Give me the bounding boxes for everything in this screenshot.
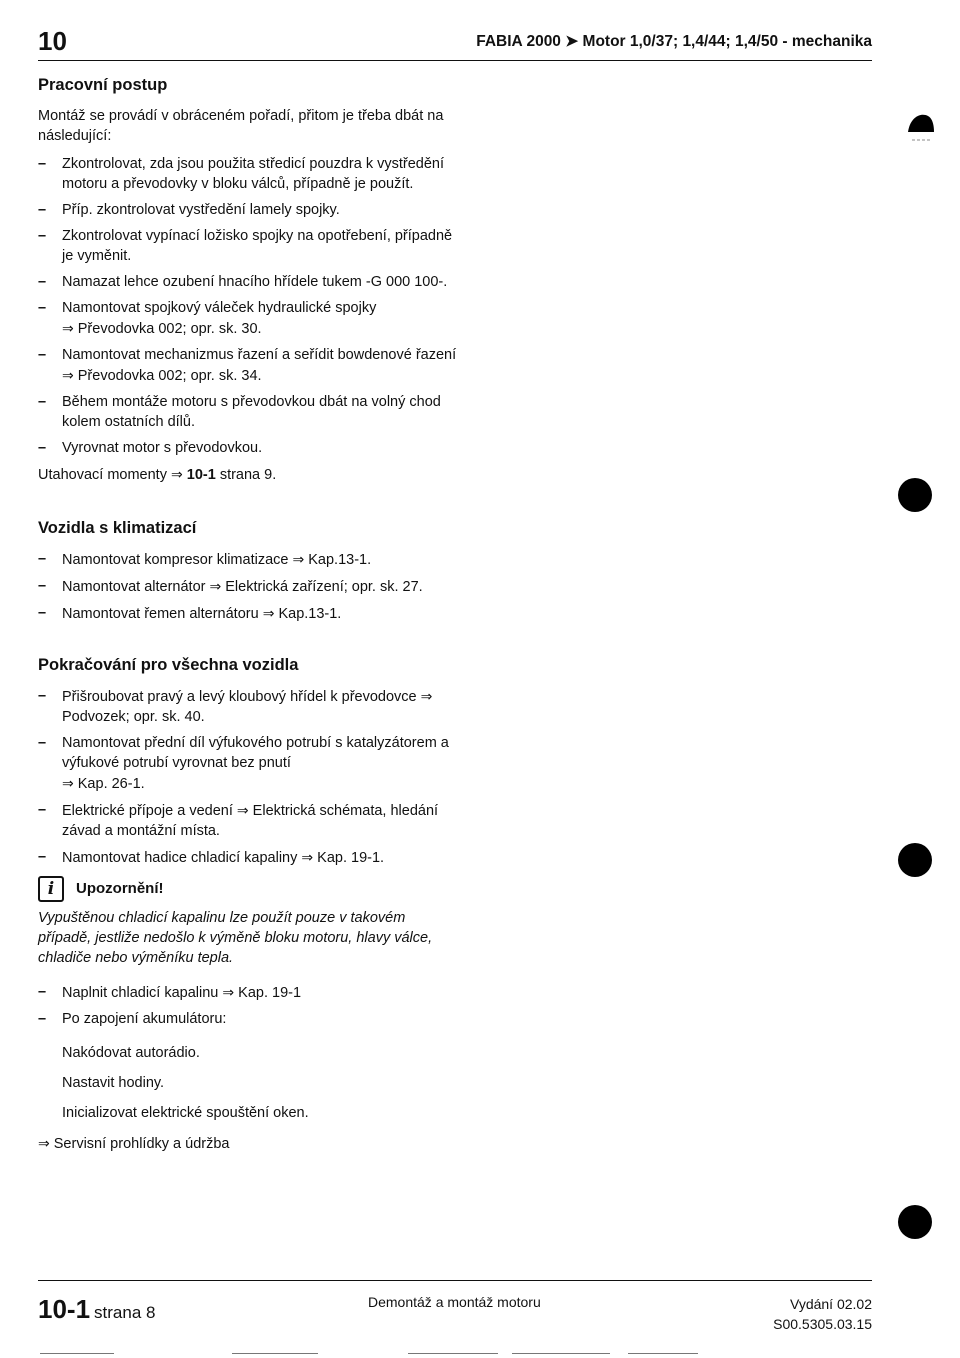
arrow-icon: ⇒ [222,984,235,1000]
list-item: – Vyrovnat motor s převodovkou. [38,438,458,458]
cross-reference: Kap.13-1. [278,606,342,622]
arrow-icon: ⇒ [236,802,249,818]
header-title: FABIA 2000 ➤ Motor 1,0/37; 1,4/44; 1,4/50 - mechanika [476,33,872,50]
cross-reference: Kap.13-1. [308,552,372,568]
list-item: – Namontovat kompresor klimatizace ⇒ Kap.13-1. [38,549,458,570]
ac-list [38,549,458,624]
list-item: – Namazat lehce ozubení hnacího hřídele tukem -G 000 100-. [38,272,458,292]
note-header [38,876,458,902]
list-item: – Přišroubovat pravý a levý kloubový hřídel k převodovce ⇒ Podvozek; opr. sk. 40. [38,686,458,727]
corner-mark-icon [906,110,936,142]
cross-reference: Elektrická schémata, hledání závad a montážní místa. [62,803,439,839]
margin-dot-1 [898,478,932,512]
arrow-icon: ⇒ [301,849,314,865]
list-item: – Namontovat alternátor ⇒ Elektrická zařízení; opr. sk. 27. [38,576,458,597]
arrow-icon: ⇒ [209,578,222,594]
margin-dot-3 [898,1205,932,1239]
info-icon: i [38,876,64,902]
cross-reference: Převodovka 002; opr. sk. 34. [77,368,262,384]
scan-dash [232,1353,318,1354]
header-rule [38,60,872,61]
cross-reference: Kap. 19-1. [317,850,385,866]
arrow-icon: ⇒ [292,551,305,567]
scan-dash [628,1353,698,1354]
note-title: Upozornění! [76,880,164,897]
arrow-icon: ⇒ [38,1135,50,1151]
arrow-icon: ⇒ [62,320,74,336]
note-text: Vypuštěnou chladicí kapalinu lze použít pouze v takovém případě, jestliže nedošlo k výměně bloku motoru, hlavy válce, chladiče nebo výměníku tepla. [38,910,433,966]
list-item: – Namontovat spojkový váleček hydraulické spojky ⇒ Převodovka 002; opr. sk. 30. [38,298,458,339]
arrow-icon: ⇒ [262,605,275,621]
list-item: – Namontovat přední díl výfukového potrubí s katalyzátorem a výfukové potrubí vyrovnat bez pnutí ⇒ Kap. 26-1. [38,733,458,794]
arrow-icon: ⇒ [170,466,183,482]
list-item: – Namontovat hadice chladicí kapaliny ⇒ Kap. 19-1. [38,847,458,868]
footer-edition: Vydání 02.02 S00.5305.03.15 [773,1296,872,1332]
list-item: – Namontovat mechanizmus řazení a seřídit bowdenové řazení ⇒ Převodovka 002; opr. sk. 34. [38,345,458,386]
scan-dash [512,1353,610,1354]
sub-step: Nastavit hodiny. [62,1075,165,1091]
cross-reference: Kap. 19-1 [238,985,302,1001]
intro-text: Montáž se provádí v obráceném pořadí, přitom je třeba dbát na následující: [38,108,444,144]
section-title-work-procedure: Pracovní postup [38,76,168,94]
main-content [38,74,458,1162]
arrow-icon: ⇒ [420,688,433,704]
footer-page-number: 10-1 strana 8 [38,1294,156,1324]
scan-dash [40,1353,114,1354]
cross-reference: Elektrická zařízení; opr. sk. 27. [225,579,423,595]
list-item: – Po zapojení akumulátoru: [38,1009,458,1029]
list-item: – Během montáže motoru s převodovkou dbát na volný chod kolem ostatních dílů. [38,392,458,432]
list-item: – Namontovat řemen alternátoru ⇒ Kap.13-1. [38,603,458,624]
footer-chapter: Demontáž a montáž motoru [368,1294,541,1310]
page-number: 10 [38,26,67,56]
margin-dot-2 [898,843,932,877]
list-item: – Zkontrolovat, zda jsou použita středicí pouzdra k vystředění motoru a převodovky v bloku válců, případně je použít. [38,154,458,194]
cross-reference: Podvozek; opr. sk. 40. [62,709,205,725]
list-item: – Naplnit chladicí kapalinu ⇒ Kap. 19-1 [38,982,458,1003]
all-vehicles-list [38,686,458,868]
arrow-icon: ⇒ [62,775,74,791]
list-item: – Příp. zkontrolovat vystředění lamely spojky. [38,200,458,220]
cross-reference: Převodovka 002; opr. sk. 30. [77,321,262,337]
sub-step: Inicializovat elektrické spouštění oken. [62,1105,309,1121]
torque-reference: Utahovací momenty ⇒ 10-1 strana 9. [38,466,277,483]
cross-reference: Kap. 26-1. [77,776,145,792]
list-item: – Zkontrolovat vypínací ložisko spojky na opotřebení, případně je vyměnit. [38,226,458,266]
section-title-all-vehicles: Pokračování pro všechna vozidla [38,656,299,674]
arrow-icon: ⇒ [62,367,74,383]
list-item: – Elektrické přípoje a vedení ⇒ Elektrická schémata, hledání závad a montážní místa. [38,800,458,841]
final-list [38,982,458,1029]
footer-rule [38,1280,872,1281]
final-reference: ⇒ Servisní prohlídky a údržba [38,1135,230,1152]
sub-step: Nakódovat autorádio. [62,1045,200,1061]
section-title-air-conditioning: Vozidla s klimatizací [38,519,197,537]
scan-dash [408,1353,498,1354]
procedure-list [38,154,458,458]
